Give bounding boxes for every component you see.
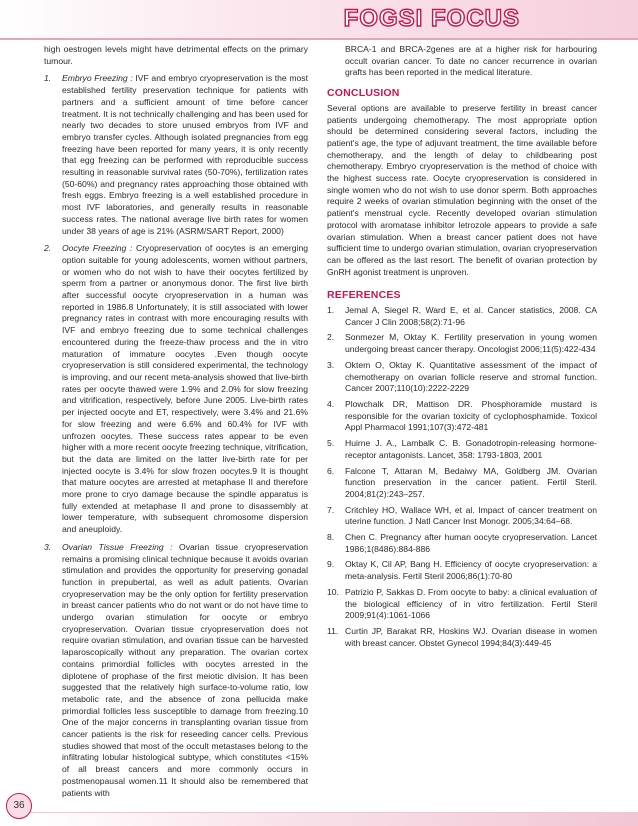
reference-item: [327, 305, 597, 328]
reference-text: Huirne J. A., Lambalk C. B. Gonadotropin-releasing hormone-receptor antagonists. Lancet, 358: 1793-1803, 2001: [345, 438, 597, 460]
item-title: Oocyte Freezing :: [62, 243, 133, 254]
reference-text: Patrizio P, Sakkas D. From oocyte to baby: a clinical evaluation of the biological efficiency of in vitro fertilization. Fertil Steril 2009;91(4):1061-1066: [345, 586, 597, 621]
reference-number: 6.: [327, 465, 335, 476]
reference-item: [327, 399, 597, 434]
footer-band: [30, 812, 638, 826]
reference-number: 9.: [327, 559, 335, 570]
reference-text: Oktay K, Cil AP, Bang H. Efficiency of oocyte cryopreservation: a meta-analysis. Fertil Steril 2006;86(1):70-80: [345, 559, 597, 582]
reference-item: [327, 626, 597, 649]
reference-number: 7.: [327, 504, 335, 515]
reference-item: [327, 438, 597, 461]
reference-item: [327, 559, 597, 582]
references-heading: REFERENCES: [327, 289, 401, 302]
item-body: Ovarian tissue cryopreservation remains a promising clinical technique because it avoids ovarian stimulation and provides the opportunity for preserving gonadal function in prepubertal, as well as adult patients. Ovarian cryopreservation may be the only option for fertility preservation in breast cancer patients who do not want or do not have time to undergo ovarian stimulation for oocyte or embryo cryopreservation. Ovarian tissue cryopreservation does not require ovarian stimulation, and ovarian tissue can be harvested laparoscopically without any preparation. The ovarian cortex contains primordial follicles with oocytes arrested in the diplotene of prophase of the first meiotic division. It has been suggested that the relatively high surface-to-volume ratio, low metabolic rate, and the absence of zona pellucida make primordial follicles less susceptible to damage from freezing.10 One of the major concerns in transplanting ovarian tissue from cancer patients is the risk for reseeding cancer cells. Previous studies showed that most of the occult metastases belong to the infiltrating lobular histological subtype, which constitutes <15% of all breast cancers and more commonly occurs in postmenopausal women.11 It should also be remembered that patients with: [62, 541, 309, 798]
reference-text: Plowchalk DR, Mattison DR. Phosphoramide mustard is responsible for the ovarian toxicity of cyclophosphamide. Toxicol Appl Pharmacol 1991;107(3):472-481: [345, 398, 597, 433]
item-body: Cryopreservation of oocytes is an emerging option suitable for young adolescents, women without partners, or women who do not wish to have their oocytes fertilized by sperm from a partner or anonymous donor. The first live birth after successful oocyte cryopreservation in a human was reported in 1986.8 Unfortunately, it is still associated with lower pregnancy rates in contrast with more encouraging results with IVF and embryo freezing due to some technical challenges encountered during the freeze-thaw process and the in vitro maturation of immature oocytes .Even though oocyte cryopreservation is still considered experimental, the technology is improving, and our recent meta-analysis showed that live-birth rates per oocyte thawed were 1.9% and 2.0% for slow freezing and vitrification, respectively, before June 2005. Live-birth rates per injected oocyte and ET, respectively, were 3.4% and 21.6% for slow freezing and were 6.6% and 60.4% for IVF with unfrozen oocytes. These success rates appear to be even higher with a more recent oocyte freezing technique, vitrification, but the data are limited on the latter live-birth rate for per injected oocyte is 3.4% for slow frozen oocytes.9 It is thought that mature oocytes are arrested at metaphase II and therefore more prone to cryo damage because the spindle apparatus is fully extended at metaphase II and prone to disassembly at lower temperature, with subsequent chromosome dispersion and aneuploidy.: [62, 243, 309, 535]
reference-number: 2.: [327, 332, 335, 343]
intro-paragraph: high oestrogen levels might have detrimental effects on the primary tumour.: [44, 44, 308, 66]
reference-number: 10.: [327, 586, 339, 597]
list-item: [44, 73, 308, 237]
reference-text: Chen C. Pregnancy after human oocyte cryopreservation. Lancet 1986;1(8486):884-886: [345, 532, 597, 554]
reference-number: 1.: [327, 305, 335, 316]
item-title: Embryo Freezing :: [62, 73, 133, 84]
header-divider: [0, 38, 638, 40]
reference-item: [327, 532, 597, 555]
item-number: 2.: [44, 243, 52, 254]
reference-text: Critchley HO, Wallace WH, et al. Impact of cancer treatment on uterine function. J Natl Cancer Inst Monogr. 2005;34:64–68.: [345, 504, 597, 527]
reference-item: [327, 332, 597, 355]
right-column: [327, 44, 597, 653]
reference-text: Oktem O, Oktay K. Quantitative assessment of the impact of chemotherapy on ovarian follicle reserve and stromal function. Cancer 2007;110(10):2222-2229: [345, 359, 597, 394]
item-number: 1.: [44, 73, 52, 84]
item-title: Ovarian Tissue Freezing :: [62, 541, 173, 552]
item-number: 3.: [44, 541, 52, 552]
list-item: [44, 542, 308, 799]
journal-title: FOGSI FOCUS: [343, 5, 520, 32]
reference-number: 8.: [327, 532, 335, 543]
reference-item: [327, 505, 597, 528]
reference-text: Sonmezer M, Oktay K. Fertility preservation in young women undergoing breast cancer therapy. Oncologist 2006;11(5):422-434: [345, 332, 597, 355]
reference-item: [327, 466, 597, 501]
conclusion-paragraph: Several options are available to preserve fertility in breast cancer patients undergoing chemotherapy. The most appropriate option should be determined considering several factors, including the patient's age, the type of adjuvant treatment, the time available before chemotherapy, and the length of delay to childbearing post chemotherapy. Embryo cryopreservation is the method of choice with the highest success rate. Oocyte cryopreservation is considered in single women who do not wish to use donor sperm. Both approaches require 2 weeks of ovarian stimulation beginning with the onset of the patient's menstrual cycle. Recently developed ovarian stimulation protocol with aromatase inhibitor letrozole appears to provide a safe ovarian stimulation. When a breast cancer patient does not have sufficient time to undergo ovarian stimulation, ovarian cryopreservation can be offered as the last resort. The benefit of ovarian protection by GnRH agonist treatment is unproven.: [327, 102, 597, 277]
reference-item: [327, 360, 597, 395]
reference-number: 11.: [327, 625, 339, 636]
item-body: IVF and embryo cryopreservation is the most established fertility preservation technique for patients with partners and a sufficient amount of time before cancer treatment. It is not technically challenging and has been used for nearly two decades to store unused embryos from IVF and embryo transfer cycles. Although isolated pregnancies from egg freezing have been reported for many years, it is only recently that egg freezing can be performed with reproducible success resulting in reasonable survival rates (50-70%), fertilization rates (50-60%) and pregnancy rates approaching those obtained with fresh eggs. Embryo freezing is a well established procedure in most IVF laboratories, and generally results in reasonable success rates. The national average live birth rates for women under 38 years of age is 21% (ASRM/SART Report, 2000): [62, 73, 308, 236]
page-number: 36: [6, 793, 32, 819]
reference-item: [327, 587, 597, 622]
conclusion-heading: CONCLUSION: [327, 87, 400, 100]
reference-number: 5.: [327, 438, 335, 449]
continuation-paragraph: BRCA-1 and BRCA-2genes are at a higher risk for harbouring occult ovarian cancer. To date no cancer recurrence in ovarian grafts has been reported in the medical literature.: [345, 44, 597, 78]
reference-number: 3.: [327, 359, 335, 370]
list-item: [44, 243, 308, 536]
header-band: [0, 0, 638, 40]
reference-number: 4.: [327, 398, 335, 409]
reference-text: Jemal A, Siegel R, Ward E, et al. Cancer statistics, 2008. CA Cancer J Clin 2008;58(2):71-96: [345, 305, 597, 327]
left-column: [44, 44, 308, 799]
reference-text: Curtin JP, Barakat RR, Hoskins WJ. Ovarian disease in women with breast cancer. Obstet Gynecol 1994;84(3):449-45: [345, 625, 597, 648]
reference-text: Falcone T, Attaran M, Bedaiwy MA, Goldberg JM. Ovarian function preservation in the cancer patient. Fertil Steril. 2004;81(2):243–257.: [345, 465, 597, 499]
